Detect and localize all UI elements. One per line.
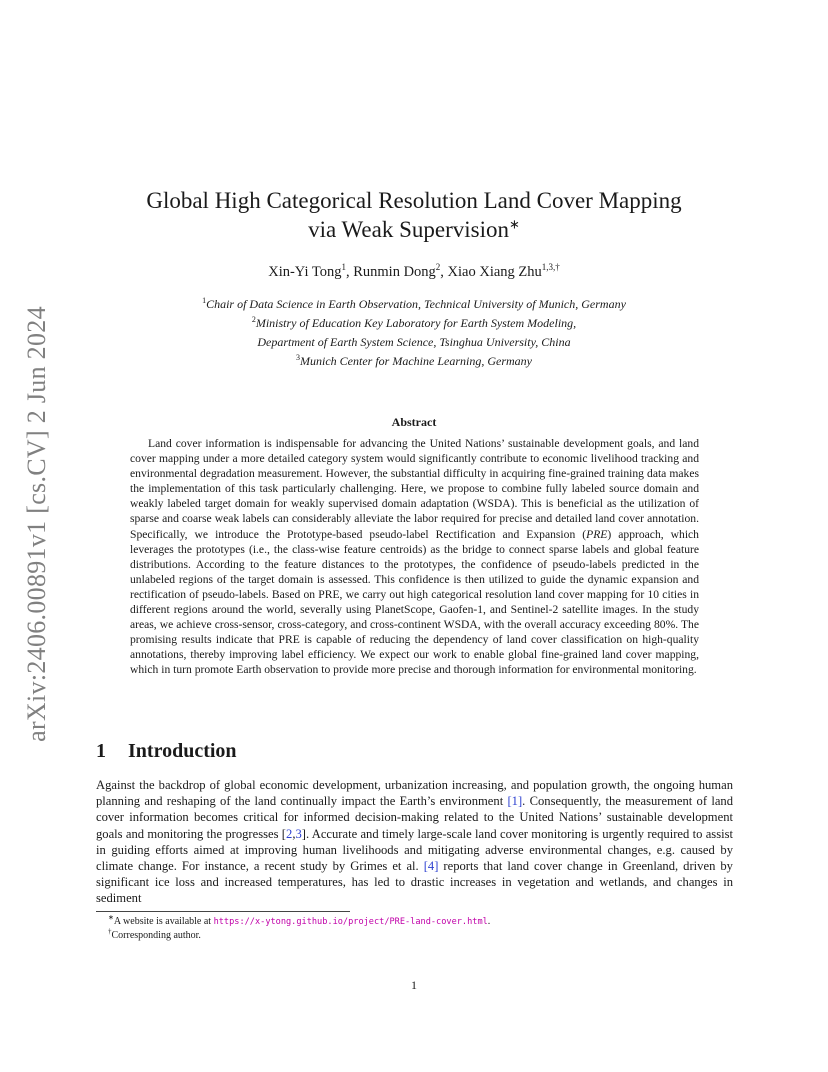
paper-title <box>96 186 732 244</box>
affiliation-line <box>96 352 732 371</box>
author-name: Xin-Yi Tong <box>268 264 342 280</box>
page-number: 1 <box>411 978 417 992</box>
author-affil-mark: 1 <box>341 262 346 273</box>
arxiv-identifier-text: arXiv:2406.00891v1 [cs.CV] 2 Jun 2024 <box>22 306 51 742</box>
title-line-2 <box>96 215 732 244</box>
citation-link[interactable]: [1] <box>507 794 523 809</box>
author-separator: , <box>440 264 448 280</box>
affiliation-line <box>96 314 732 333</box>
author-affil-mark: 2 <box>435 262 441 273</box>
author-list <box>96 263 732 281</box>
footnote-mark: † <box>108 927 112 936</box>
footnote-text: Corresponding author. <box>111 930 201 941</box>
affiliation-text: Chair of Data Science in Earth Observation, Technical University of Munich, Germany <box>206 297 626 311</box>
footnote-corresponding <box>96 929 733 943</box>
intro-text: reports that land cover change in Greenland, driven by significant ice loss and increased temperatures, has led to drastic increases in vegetation and wetlands, and changes in sediment <box>96 859 733 906</box>
intro-text: . Consequently, the measurement of land cover information becomes critical for informed decision-making related to the United Nations’ sustainable development goals and monitoring the progresses [ <box>96 794 733 841</box>
abstract-heading: Abstract <box>391 415 437 429</box>
section-heading <box>96 740 237 763</box>
footnotes <box>96 915 733 943</box>
author-affil-mark: 1,3,† <box>541 262 560 273</box>
footnote-website <box>96 915 733 929</box>
abstract-text: Land cover information is indispensable for advancing the United Nations’ sustainable development goals, and land cover mapping under a more detailed category system would significantly contribute to economic livelihood tracking and environmental degradation measurement. However, the substantial difficulty in acquiring fine-grained training data makes the implementation of this task particularly challenging. Here, we propose to combine fully labeled source domain and weakly labeled target domain for weakly supervised domain adaptation (WSDA). This is beneficial as the utilization of sparse and coarse weak labels can considerably alleviate the labor required for precise and detailed land cover annotation. Specifically, we introduce the Prototype-based pseudo-label Rectification and Expansion ( <box>130 437 699 541</box>
affiliation-mark: 1 <box>202 296 207 305</box>
intro-text: ]. Accurate and timely large-scale land cover monitoring is urgently required to assist in guiding efforts aimed at improving human livelihoods and mitigating adverse environmental changes, e.g. caused by climate change. For instance, a recent study by Grimes et al. <box>96 826 733 874</box>
citation-separator: , <box>292 826 296 841</box>
affiliation-list <box>96 295 732 371</box>
abstract-body <box>130 436 699 678</box>
abstract-method-name: PRE <box>586 527 608 541</box>
intro-text: Against the backdrop of global economic development, urbanization increasing, and population growth, the ongoing human planning and reshaping of the land continually impact the Earth’s environment <box>96 778 733 809</box>
section-title: Introduction <box>128 740 237 762</box>
title-line-2-text: via Weak Supervision <box>308 217 509 242</box>
citation-link[interactable]: [4] <box>423 859 439 874</box>
author-name: Runmin Dong <box>353 264 436 280</box>
footnote-rule <box>96 911 350 912</box>
citation-link[interactable]: 2 <box>286 826 293 841</box>
affiliation-mark: 3 <box>296 353 301 362</box>
affiliation-text: Department of Earth System Science, Tsinghua University, China <box>257 335 571 349</box>
affiliation-mark: 2 <box>251 315 256 324</box>
website-link[interactable]: https://x-ytong.github.io/project/PRE-land-cover.html <box>213 917 488 927</box>
title-line-1: Global High Categorical Resolution Land Cover Mapping <box>146 188 682 213</box>
author-separator: , <box>345 264 354 280</box>
affiliation-line <box>96 295 732 314</box>
footnote-text: A website is available at <box>113 916 214 927</box>
footnote-text: . <box>487 916 491 927</box>
footnote-mark: ∗ <box>108 913 114 922</box>
affiliation-text: Ministry of Education Key Laboratory for Earth System Modeling, <box>255 316 577 330</box>
affiliation-line <box>96 333 732 352</box>
section-number: 1 <box>96 740 106 762</box>
citation-link[interactable]: 3 <box>295 826 302 841</box>
introduction-paragraph <box>96 777 733 907</box>
author-name: Xiao Xiang Zhu <box>447 264 542 280</box>
arxiv-identifier <box>20 296 54 752</box>
title-footnote-mark: ∗ <box>508 216 520 232</box>
abstract-text: ) approach, which leverages the prototypes (i.e., the class-wise feature centroids) as the bridge to connect sparse labels and global feature distributions. According to the feature distances to the prototypes, the confidence of pseudo-labels predicted in the unlabeled regions of the target domain is assessed. This confidence is then utilized to guide the dynamic expansion and rectification of pseudo-labels. Based on PRE, we carry out high categorical resolution land cover mapping for 10 cities in different regions around the world, severally using PlanetScope, Gaofen-1, and Sentinel-2 satellite images. In the study areas, we achieve cross-sensor, cross-category, and cross-continent WSDA, with the overall accuracy exceeding 80%. The promising results indicate that PRE is capable of reducing the dependency of land cover classification on high-quality annotations, thereby improving label efficiency. We expect our work to enable global fine-grained land cover mapping, which in turn promote Earth observation to provide more precise and thorough information for environmental monitoring. <box>130 527 699 677</box>
affiliation-text: Munich Center for Machine Learning, Germany <box>300 354 532 368</box>
